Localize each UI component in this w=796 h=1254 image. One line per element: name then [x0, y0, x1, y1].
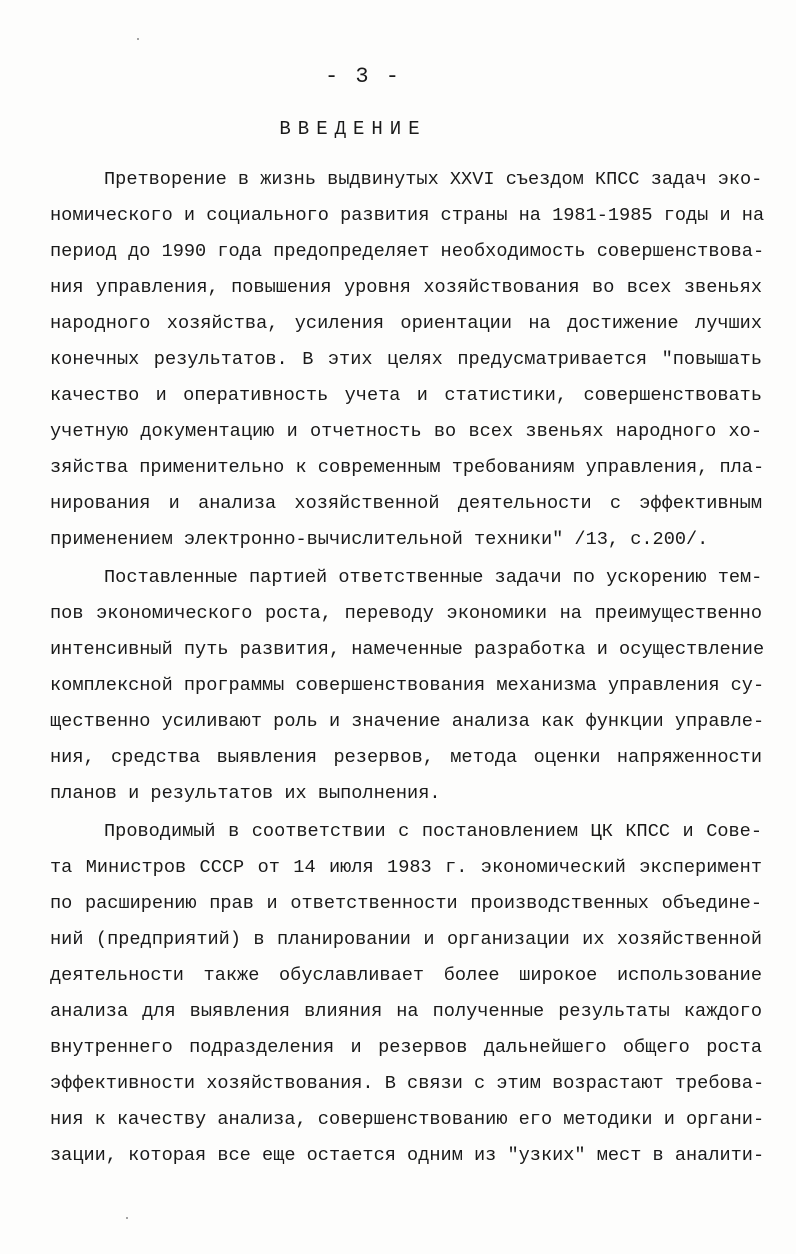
body-text — [50, 162, 765, 1174]
text-line: период до 1990 года предопределяет необходимость совершенствова- — [50, 241, 765, 262]
text-line: эффективности хозяйствования. В связи с этим возрастают требова- — [50, 1073, 765, 1094]
text-line: Поставленные партией ответственные задачи по ускорению тем- — [104, 567, 763, 588]
text-line: конечных результатов. В этих целях предусматривается "повышать — [50, 349, 762, 370]
text-line: Претворение в жизнь выдвинутых XXVI съездом КПСС задач эко- — [104, 169, 763, 190]
text-line: качество и оперативность учета и статистики, совершенствовать — [50, 385, 762, 406]
scan-speck — [137, 38, 139, 40]
scan-speck — [126, 1217, 128, 1219]
text-line: номического и социального развития страны на 1981-1985 годы и на — [50, 205, 765, 226]
text-line: зяйства применительно к современным требованиям управления, пла- — [50, 457, 765, 478]
paragraph-2 — [50, 560, 765, 812]
text-line: ний (предприятий) в планировании и организации их хозяйственной — [50, 929, 762, 950]
text-line: щественно усиливают роль и значение анализа как функции управле- — [50, 711, 765, 732]
text-line: Проводимый в соответствии с постановлением ЦК КПСС и Сове- — [104, 821, 762, 842]
text-line: народного хозяйства, усиления ориентации на достижение лучших — [50, 313, 762, 334]
text-line: интенсивный путь развития, намеченные разработка и осуществление — [50, 639, 765, 660]
text-line: зации, которая все еще остается одним из "узких" мест в аналити- — [50, 1145, 765, 1166]
text-line: та Министров СССР от 14 июля 1983 г. экономический эксперимент — [50, 857, 762, 878]
text-line: деятельности также обуславливает более широкое использование — [50, 965, 762, 986]
text-line: ния управления, повышения уровня хозяйствования во всех звеньях — [50, 277, 762, 298]
text-line: комплексной программы совершенствования механизма управления су- — [50, 675, 765, 696]
text-line: пов экономического роста, переводу экономики на преимущественно — [50, 603, 762, 624]
section-heading: ВВЕДЕНИЕ — [279, 118, 427, 140]
text-line: нирования и анализа хозяйственной деятельности с эффективным — [50, 493, 762, 514]
text-line: ния к качеству анализа, совершенствованию его методики и органи- — [50, 1109, 765, 1130]
text-line: планов и результатов их выполнения. — [50, 783, 441, 804]
text-line: ния, средства выявления резервов, метода оценки напряженности — [50, 747, 762, 768]
text-line: учетную документацию и отчетность во всех звеньях народного хо- — [50, 421, 762, 442]
text-line: применением электронно-вычислительной техники" /13, с.200/. — [50, 529, 709, 550]
text-line: внутреннего подразделения и резервов дальнейшего общего роста — [50, 1037, 762, 1058]
paragraph-3 — [50, 814, 765, 1174]
text-line: по расширению прав и ответственности производственных объедине- — [50, 893, 762, 914]
page-number: - 3 - — [324, 64, 401, 89]
paragraph-1 — [50, 162, 765, 558]
text-line: анализа для выявления влияния на полученные результаты каждого — [50, 1001, 762, 1022]
